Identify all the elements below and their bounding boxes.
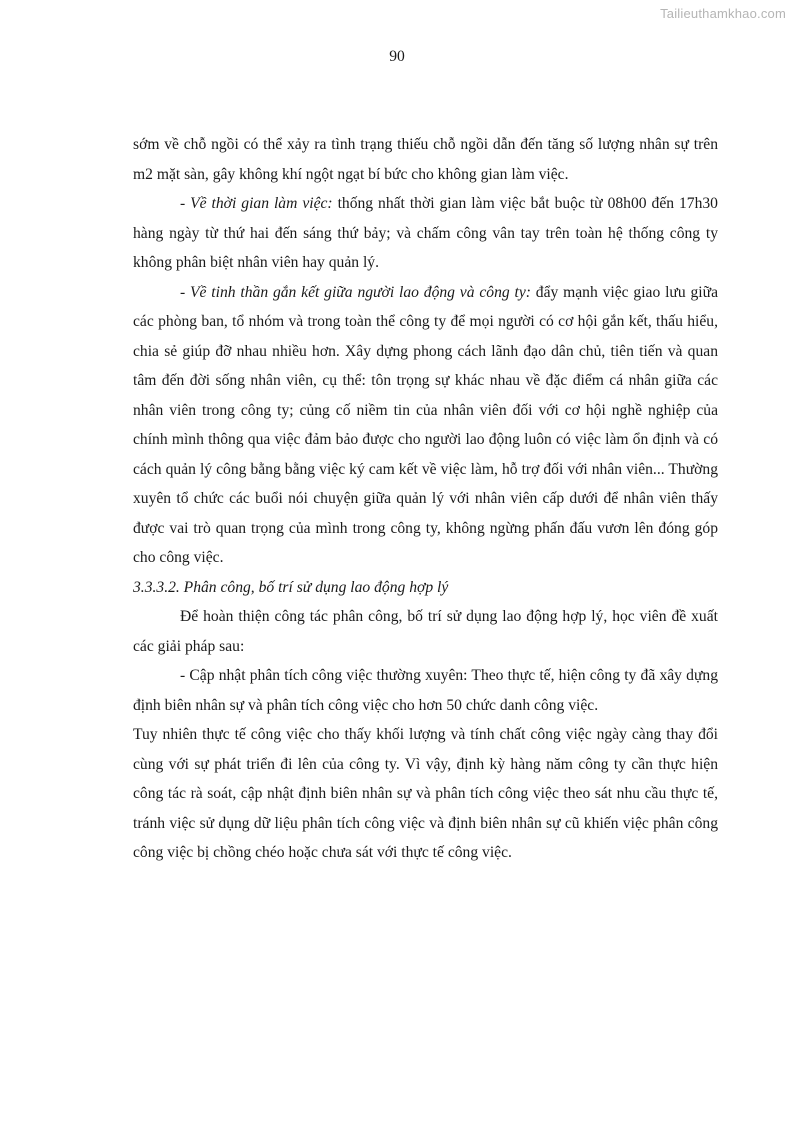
paragraph-intro-solutions: Để hoàn thiện công tác phân công, bố trí sử dụng lao động hợp lý, học viên đề xuất các giải pháp sau: [133,608,718,655]
paragraph-however: Tuy nhiên thực tế công việc cho thấy khối lượng và tính chất công việc ngày càng thay đổi cùng với sự phát triển đi lên của công ty. Vì vậy, định kỳ hàng năm công ty cần thực hiện công tác rà soát, cập nhật định biên nhân sự và phân tích công việc theo sát nhu cầu thực tế, tránh việc sử dụng dữ liệu phân tích công việc và định biên nhân sự cũ khiến việc phân công công việc bị chồng chéo hoặc chưa sát với thực tế công việc. [133,726,718,861]
paragraph-working-time [133,189,718,278]
working-time-label: - Về thời gian làm việc: [180,195,333,212]
cohesion-label: - Về tinh thần gắn kết giữa người lao động và công ty: [180,283,531,301]
working-time-text: thống nhất thời gian làm việc bắt buộc từ 08h00 đến 17h30 hàng ngày từ thứ hai đến sáng thứ bảy; và chấm công vân tay trên toàn hệ thống công ty không phân biệt nhân viên hay quản lý. [133,195,718,271]
watermark: Tailieuthamkhao.com [660,6,786,21]
paragraph-1: sớm về chỗ ngồi có thể xảy ra tình trạng thiếu chỗ ngồi dẫn đến tăng số lượng nhân sự trên m2 mặt sàn, gây không khí ngột ngạt bí bức cho không gian làm việc. [133,136,718,183]
page-number: 90 [389,48,405,65]
cohesion-text: đẩy mạnh việc giao lưu giữa các phòng ban, tổ nhóm và trong toàn thể công ty để mọi người có cơ hội gắn kết, thấu hiểu, chia sẻ giúp đỡ nhau nhiều hơn. Xây dựng phong cách lãnh đạo dân chủ, tiên tiến và quan tâm đến đời sống nhân viên, cụ thể: tôn trọng sự khác nhau về đặc điểm cá nhân giữa các nhân viên trong công ty; củng cố niềm tin của nhân viên đối với cơ hội nghề nghiệp của chính mình thông qua việc đảm bảo được cho người lao động luôn có việc làm ổn định và có cách quản lý công bằng bằng việc ký cam kết về việc làm, hỗ trợ đối với nhân viên... Thường xuyên tổ chức các buổi nói chuyện giữa quản lý với nhân viên cấp dưới để nhân viên thấy được vai trò quan trọng của mình trong công ty, không ngừng phấn đấu vươn lên đóng góp cho công việc. [133,283,719,566]
body-text [133,130,718,868]
section-heading: 3.3.3.2. Phân công, bố trí sử dụng lao động hợp lý [133,578,449,596]
paragraph-cohesion [133,278,718,573]
paragraph-job-analysis: - Cập nhật phân tích công việc thường xuyên: Theo thực tế, hiện công ty đã xây dựng định biên nhân sự và phân tích công việc cho hơn 50 chức danh công việc. [133,667,718,714]
